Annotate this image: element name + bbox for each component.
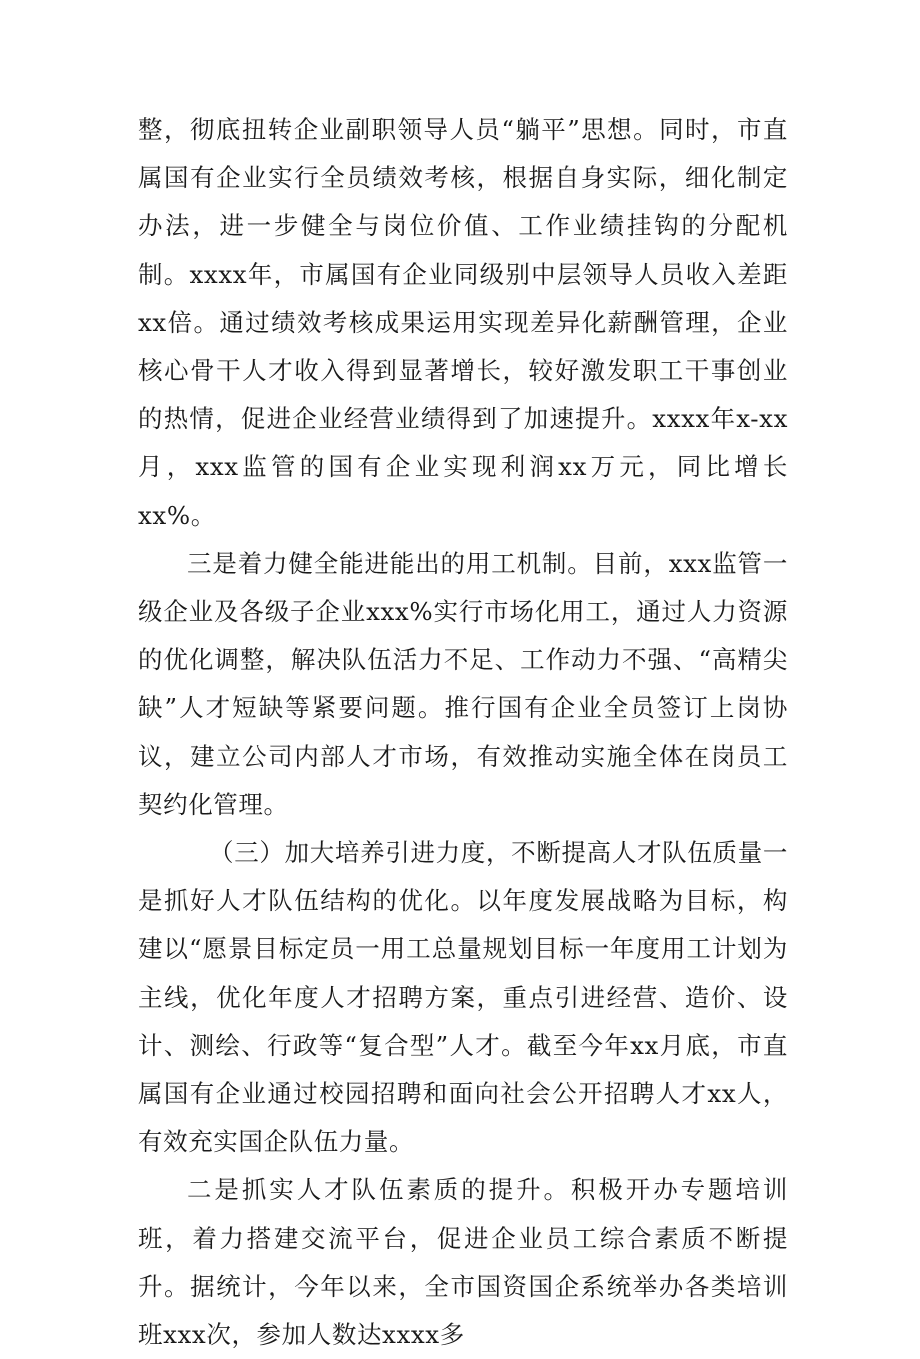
- paragraph-continued: 整，彻底扭转企业副职领导人员“躺平”思想。同时，市直属国有企业实行全员绩效考核，根据自身实际，细化制定办法，进一步健全与岗位价值、工作业绩挂钩的分配机制。xxxx年，市属国有企业同级别中层领导人员收入差距xx倍。通过绩效考核成果运用实现差异化薪酬管理，企业核心骨干人才收入得到显著增长，较好激发职工干事创业的热情，促进企业经营业绩得到了加速提升。xxxx年x-xx月，xxx监管的国有企业实现利润xx万元，同比增长xx%。: [138, 115, 788, 530]
- document-body: [138, 106, 788, 1359]
- paragraph-employment-mechanism: 三是着力健全能进能出的用工机制。目前，xxx监管一级企业及各级子企业xxx%实行市场化用工，通过人力资源的优化调整，解决队伍活力不足、工作动力不强、“高精尖缺”人才短缺等紧要问题。推行国有企业全员签订上岗协议，建立公司内部人才市场，有效推动实施全体在岗员工契约化管理。: [138, 548, 788, 819]
- paragraph-section-three: （三）加大培养引进力度，不断提高人才队伍质量一是抓好人才队伍结构的优化。以年度发展战略为目标，构建以“愿景目标定员一用工总量规划目标一年度用工计划为主线，优化年度人才招聘方案，重点引进经营、造价、设计、测绘、行政等“复合型”人才。截至今年xx月底，市直属国有企业通过校园招聘和面向社会公开招聘人才xx人，有效充实国企队伍力量。: [138, 838, 788, 1157]
- paragraph-talent-quality: 二是抓实人才队伍素质的提升。积极开办专题培训班，着力搭建交流平台，促进企业员工综合素质不断提升。据统计，今年以来，全市国资国企系统举办各类培训班xxx次，参加人数达xxxx多: [138, 1175, 788, 1350]
